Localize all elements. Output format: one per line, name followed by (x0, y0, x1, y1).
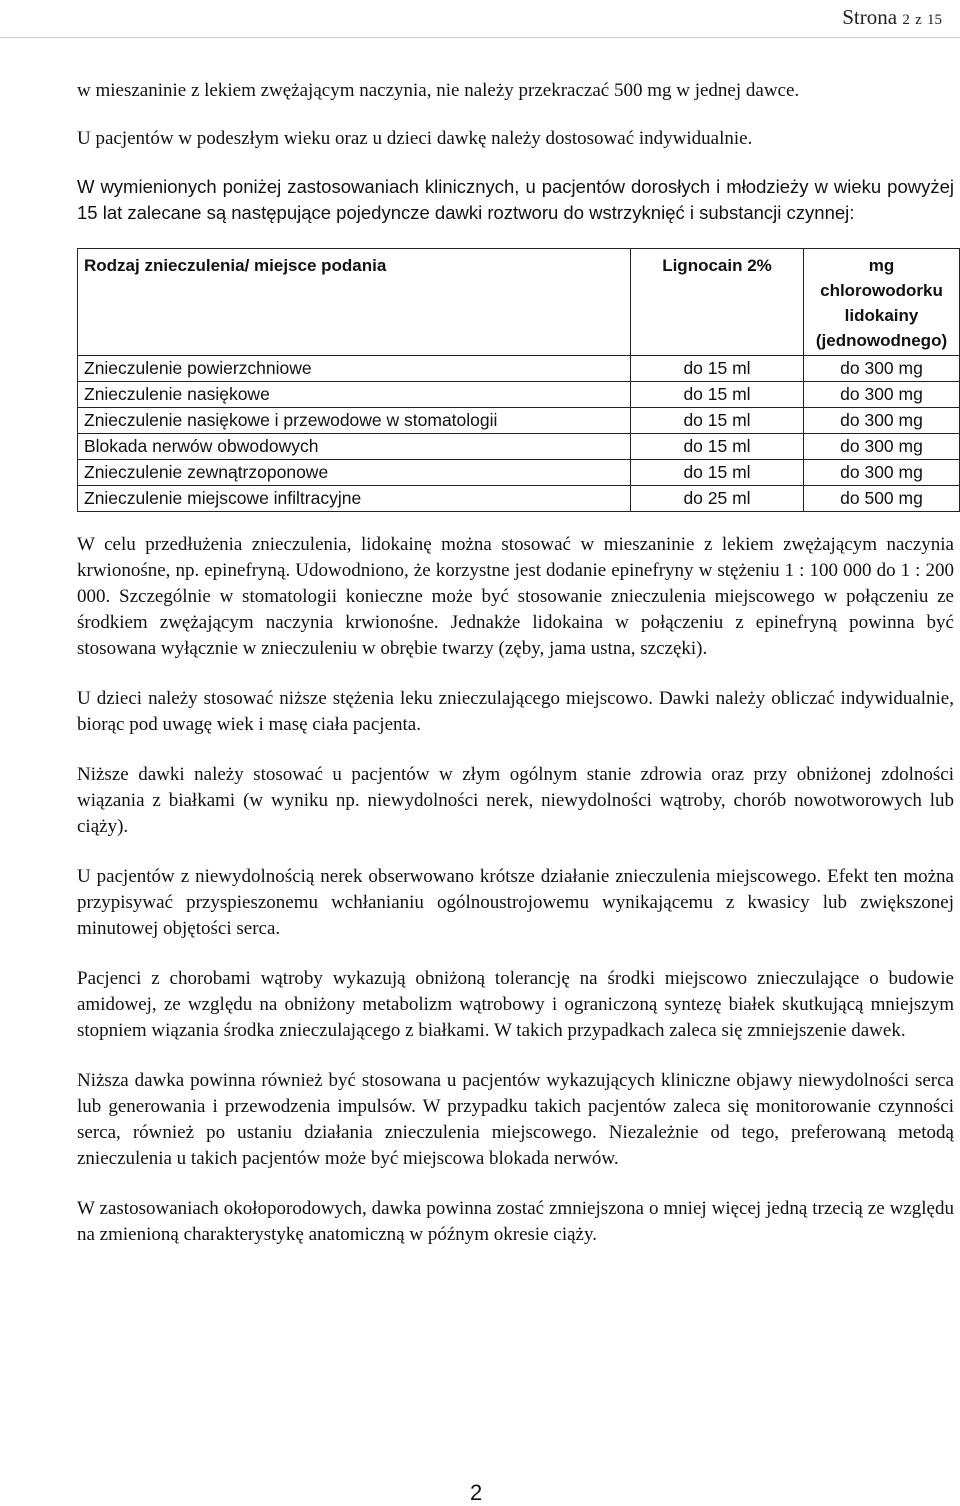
dose-ml: do 15 ml (631, 434, 804, 460)
paragraph-cardiac: Niższa dawka powinna również być stosowana u pacjentów wykazujących kliniczne objawy niewydolności serca lub generowania i przewodzenia impulsów. W przypadku takich pacjentów zaleca się monitorowanie czynności serca, również po ustaniu działania znieczulenia miejscowego. Niezależnie od tego, preferowaną metodą znieczulenia u takich pacjentów może być miejscowa blokada nerwów. (77, 1070, 954, 1169)
page-label: Strona (842, 5, 898, 29)
dose-ml: do 15 ml (631, 382, 804, 408)
anesthesia-type: Znieczulenie nasiękowe i przewodowe w stomatologii (78, 408, 631, 434)
current-page: 2 (902, 12, 910, 28)
header-anesthesia-type: Rodzaj znieczulenia/ miejsce podania (78, 249, 631, 356)
page-header (0, 0, 960, 38)
anesthesia-type: Znieczulenie miejscowe infiltracyjne (78, 486, 631, 512)
intro-paragraph-1: w mieszaninie z lekiem zwężającym naczynia, nie należy przekraczać 500 mg w jednej dawce. (77, 80, 800, 101)
table-header-row (78, 249, 960, 356)
dose-mg: do 300 mg (804, 382, 960, 408)
dose-mg: do 300 mg (804, 356, 960, 382)
dose-mg: do 300 mg (804, 434, 960, 460)
header-mg-lidocaine: mg chlorowodorku lidokainy (jednowodnego) (804, 249, 960, 356)
table-row (78, 434, 960, 460)
table-row (78, 382, 960, 408)
table-row (78, 486, 960, 512)
paragraph-renal: U pacjentów z niewydolnością nerek obserwowano krótsze działanie znieczulenia miejscowego. Efekt ten można przypisywać przyspieszonemu wchłanianiu ogólnoustrojowemu wynikającemu z kwasicy lub zwiększonej minutowej objętości serca. (77, 866, 954, 939)
intro-paragraph-3: W wymienionych poniżej zastosowaniach klinicznych, u pacjentów dorosłych i młodzieży w wieku powyżej 15 lat zalecane są następujące pojedyncze dawki roztworu do wstrzyknięć i substancji czynnej: (77, 176, 954, 223)
dose-ml: do 15 ml (631, 460, 804, 486)
footer-page-number: 2 (470, 1480, 483, 1505)
dose-ml: do 25 ml (631, 486, 804, 512)
paragraph-lower-doses: Niższe dawki należy stosować u pacjentów w złym ogólnym stanie zdrowia oraz przy obniżonej zdolności wiązania z białkami (w wyniku np. niewydolności nerek, niewydolności wątroby, chorób nowotworowych lub ciąży). (77, 764, 954, 837)
dose-ml: do 15 ml (631, 408, 804, 434)
anesthesia-type: Blokada nerwów obwodowych (78, 434, 631, 460)
header-lignocain: Lignocain 2% (631, 249, 804, 356)
dose-ml: do 15 ml (631, 356, 804, 382)
anesthesia-type: Znieczulenie zewnątrzoponowe (78, 460, 631, 486)
dose-mg: do 300 mg (804, 460, 960, 486)
table-row (78, 356, 960, 382)
table-row (78, 408, 960, 434)
document-body (77, 78, 954, 1272)
total-pages: 15 (927, 12, 942, 28)
anesthesia-type: Znieczulenie nasiękowe (78, 382, 631, 408)
paragraph-hepatic: Pacjenci z chorobami wątroby wykazują obniżoną tolerancję na środki miejscowo znieczulające o budowie amidowej, ze względu na obniżony metabolizm wątrobowy i ograniczoną syntezę białek skutkującą mniejszym stopniem wiązania środka znieczulającego z białkami. W takich przypadkach zaleca się zmniejszenie dawek. (77, 968, 954, 1041)
table-row (78, 460, 960, 486)
intro-paragraph-2: U pacjentów w podeszłym wieku oraz u dzieci dawkę należy dostosować indywidualnie. (77, 128, 753, 149)
dosage-table (77, 248, 960, 512)
page-of: z (915, 12, 922, 28)
anesthesia-type: Znieczulenie powierzchniowe (78, 356, 631, 382)
dose-mg: do 500 mg (804, 486, 960, 512)
paragraph-children: U dzieci należy stosować niższe stężenia leku znieczulającego miejscowo. Dawki należy obliczać indywidualnie, biorąc pod uwagę wiek i masę ciała pacjenta. (77, 688, 954, 735)
paragraph-obstetric: W zastosowaniach okołoporodowych, dawka powinna zostać zmniejszona o mniej więcej jedną trzecią ze względu na zmienioną charakterystykę anatomiczną w późnym okresie ciąży. (77, 1198, 954, 1245)
paragraph-vasoconstrictor: W celu przedłużenia znieczulenia, lidokainę można stosować w mieszaninie z lekiem zwężającym naczynia krwionośne, np. epinefryną. Udowodniono, że korzystne jest dodanie epinefryny w stężeniu 1 : 100 000 do 1 : 200 000. Szczególnie w stomatologii konieczne może być stosowanie znieczulenia miejscowego w połączeniu ze środkiem zwężającym naczynia krwionośne. Jednakże lidokaina w połączeniu z epinefryną powinna być stosowana wyłącznie w znieczuleniu w obrębie twarzy (zęby, jama ustna, szczęki). (77, 534, 954, 659)
dose-mg: do 300 mg (804, 408, 960, 434)
page-indicator (842, 5, 942, 30)
